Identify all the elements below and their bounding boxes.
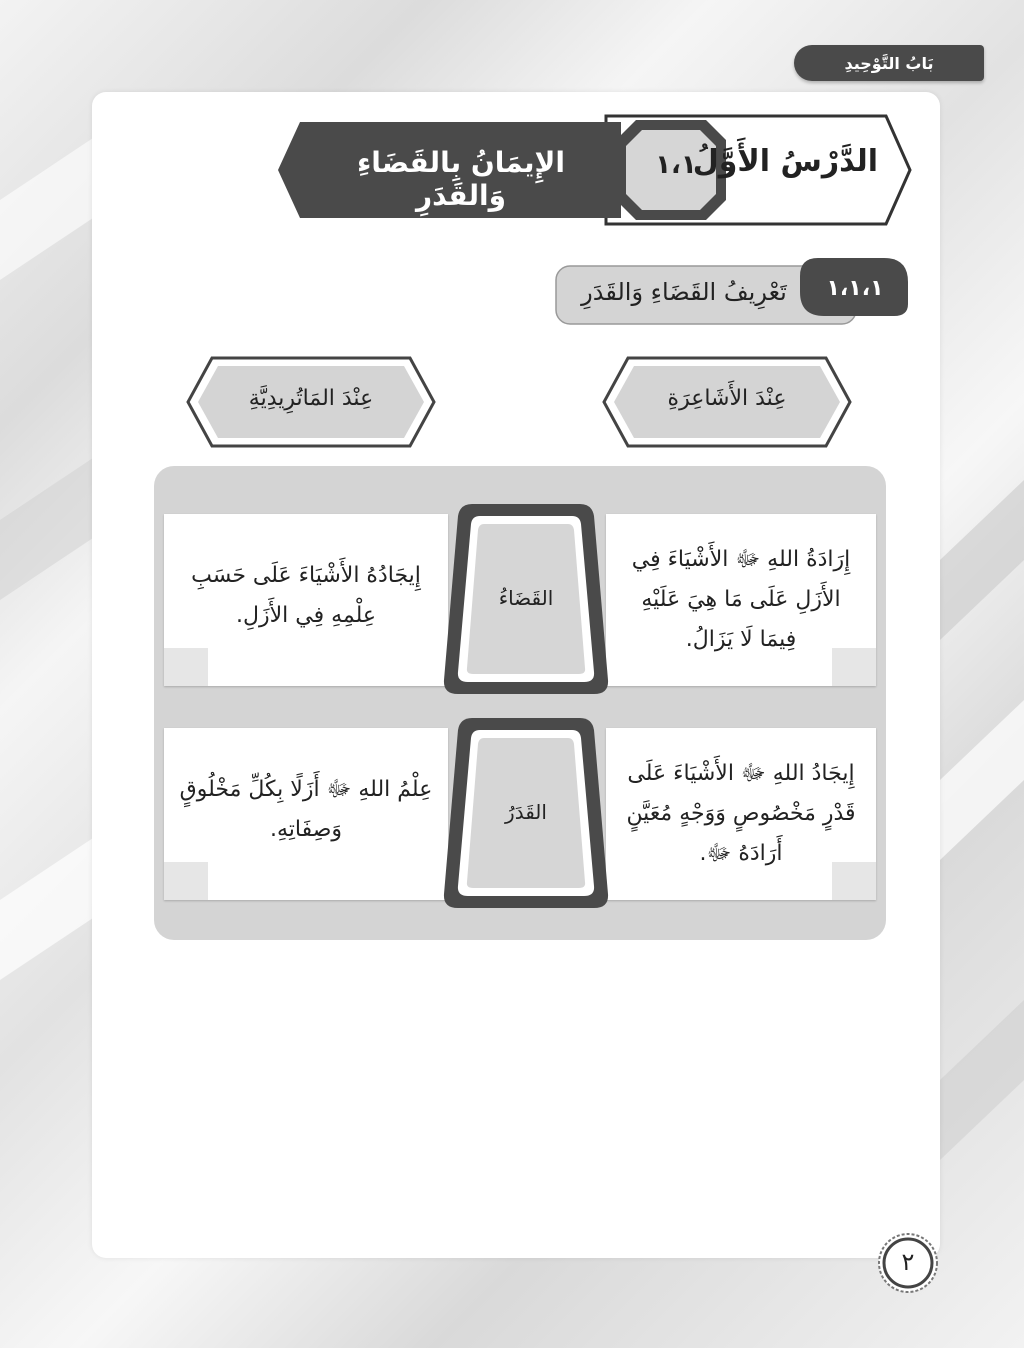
lesson-label: الدَّرْسُ الأَوَّلُ bbox=[692, 144, 878, 179]
school-maturidiyyah-label: عِنْدَ المَاتُرِيدِيَّةِ bbox=[248, 386, 374, 411]
row-2-maturidiyyah-text: عِلْمُ اللهِ ﷻ أَزَلًا بِكُلِّ مَخْلُوقٍ وَصِفَاتِهِ. bbox=[179, 777, 433, 842]
row-1-ashairah-card bbox=[606, 514, 876, 686]
row-2-term: القَدَرُ bbox=[505, 800, 547, 824]
row-1-term-box bbox=[442, 502, 610, 696]
section-number: ١،١،١ bbox=[826, 276, 884, 301]
row-2-maturidiyyah-card bbox=[164, 728, 448, 900]
page-number-badge bbox=[877, 1232, 939, 1294]
section-title: تَعْرِيفُ القَضَاءِ وَالقَدَرِ bbox=[581, 278, 787, 306]
school-ashairah-label: عِنْدَ الأَشَاعِرَةِ bbox=[667, 386, 787, 411]
school-maturidiyyah bbox=[186, 356, 436, 448]
row-2-term-box bbox=[442, 716, 610, 910]
row-1-maturidiyyah-text: إِيجَادُهُ الأَشْيَاءَ عَلَى حَسَبِ عِلْمِهِ فِي الأَزَلِ. bbox=[191, 563, 421, 628]
row-2-ashairah-text: إِيجَادُ اللهِ ﷻ الأَشْيَاءَ عَلَى قَدْرٍ مَخْصُوصٍ وَوَجْهٍ مُعَيَّنٍ أَرَادَهُ ﷻ. bbox=[626, 761, 856, 866]
row-1-ashairah-text: إِرَادَةُ اللهِ ﷻ الأَشْيَاءَ فِي الأَزَلِ عَلَى مَا هِيَ عَلَيْهِ فِيمَا لَا يَزَالُ. bbox=[631, 547, 851, 652]
row-1-maturidiyyah-card bbox=[164, 514, 448, 686]
page-number: ٢ bbox=[901, 1248, 915, 1276]
chapter-tab: بَابُ التَّوْحِيدِ bbox=[794, 45, 984, 81]
lesson-title: الإِيمَانُ بِالقَضَاءِ وَالقَدَرِ bbox=[356, 146, 565, 212]
lesson-banner bbox=[276, 114, 912, 226]
section-heading bbox=[554, 256, 910, 328]
lesson-number: ١،١ bbox=[655, 150, 697, 180]
row-2-ashairah-card bbox=[606, 728, 876, 900]
row-1-term: القَضَاءُ bbox=[498, 586, 554, 610]
school-ashairah bbox=[602, 356, 852, 448]
